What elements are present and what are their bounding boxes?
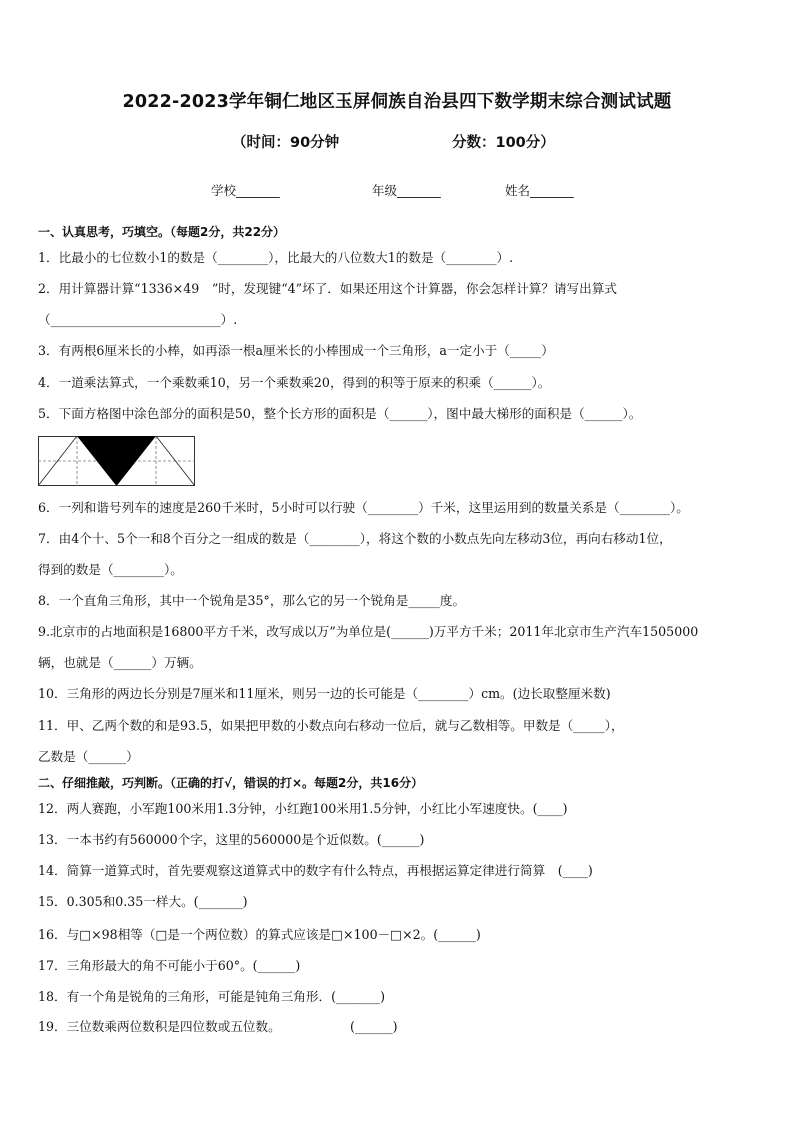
name-field: 姓名_______ xyxy=(505,183,574,198)
question-2: 2．用计算器计算“1336×49 ”时，发现键“4”坏了．如果还用这个计算器，你会怎样计算？请写出算式 xyxy=(38,281,617,296)
question-12: 12．两人赛跑，小军跑100米用1.3分钟，小红跑100米用1.5分钟，小红比小军速度快。(____) xyxy=(38,801,568,816)
question-1: 1．比最小的七位数小1的数是（________），比最大的八位数大1的数是（________）. xyxy=(38,250,514,265)
student-fields xyxy=(0,181,794,201)
question-15: 15．0.305和0.35一样大。(_______) xyxy=(38,894,248,909)
question-16: 16．与□×98相等（□是一个两位数）的算式应该是□×100－□×2。(______) xyxy=(38,927,481,942)
question-11: 11．甲、乙两个数的和是93.5，如果把甲数的小数点向右移动一位后，就与乙数相等。甲数是（_____）， xyxy=(38,718,624,733)
question-17: 17．三角形最大的角不可能小于60°。(______) xyxy=(38,958,301,973)
section-heading-1: 一、认真思考，巧填空。（每题2分，共22分） xyxy=(38,225,286,239)
question-2-answer: （___________________________）. xyxy=(38,312,238,327)
question-18: 18．有一个角是锐角的三角形，可能是钝角三角形．(_______) xyxy=(38,989,385,1004)
question-11-continued: 乙数是（______） xyxy=(38,749,139,764)
exam-score: 分数：100分） xyxy=(452,135,555,151)
question-19: 19．三位数乘两位数积是四位数或五位数。 (______) xyxy=(38,1019,398,1034)
question-4: 4．一道乘法算式，一个乘数乘10，另一个乘数乘20，得到的积等于原来的积乘（______）。 xyxy=(38,375,551,390)
exam-time: （时间：90分钟 xyxy=(232,135,340,151)
question-3: 3．有两根6厘米长的小棒，如再添一根a厘米长的小棒围成一个三角形，a一定小于（_____） xyxy=(38,343,554,358)
question-9-continued: 辆，也就是（______）万辆。 xyxy=(38,655,202,670)
question-7: 7．由4个十、5个一和8个百分之一组成的数是（________），将这个数的小数点先向左移动3位，再向右移动1位， xyxy=(38,531,672,546)
grade-field: 年级_______ xyxy=(372,183,441,198)
section-heading-2: 二、仔细推敲，巧判断。（正确的打√，错误的打×。每题2分，共16分） xyxy=(38,776,424,790)
question-8: 8．一个直角三角形，其中一个锐角是35°，那么它的另一个锐角是_____度。 xyxy=(38,593,466,608)
question-9: 9.北京市的占地面积是16800平方千米，改写成以万”为单位是(______)万平方千米；2011年北京市生产汽车1505000 xyxy=(38,624,699,639)
school-field: 学校_______ xyxy=(211,183,280,198)
question-5: 5．下面方格图中涂色部分的面积是50，整个长方形的面积是（______），图中最大梯形的面积是（______）。 xyxy=(38,406,642,421)
question-6: 6．一列和谐号列车的速度是260千米时，5小时可以行驶（________）千米，这里运用到的数量关系是（________）。 xyxy=(38,500,689,515)
exam-info xyxy=(0,131,794,151)
question-14: 14．简算一道算式时，首先要观察这道算式中的数字有什么特点，再根据运算定律进行简算 (____) xyxy=(38,863,593,878)
question-7-continued: 得到的数是（________）。 xyxy=(38,562,183,577)
grid-figure xyxy=(38,436,195,486)
question-10: 10．三角形的两边长分别是7厘米和11厘米，则另一边的长可能是（________）cm。(边长取整厘米数) xyxy=(38,686,611,701)
page-title: 2022-2023学年铜仁地区玉屏侗族自治县四下数学期末综合测试试题 xyxy=(122,92,672,112)
question-13: 13．一本书约有560000个字，这里的560000是个近似数。(______) xyxy=(38,832,425,847)
